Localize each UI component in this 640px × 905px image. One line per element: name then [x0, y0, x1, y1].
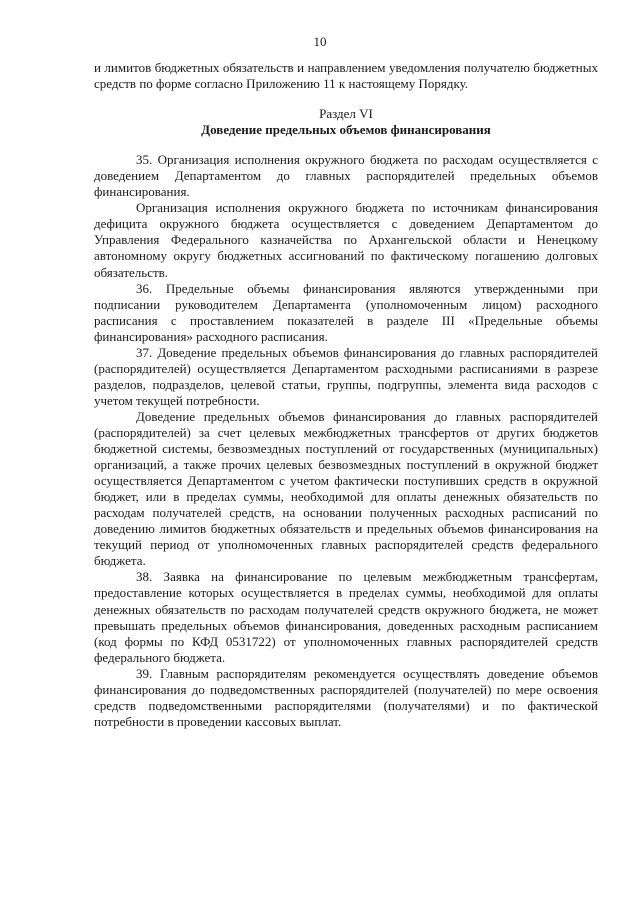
paragraph-35: 35. Организация исполнения окружного бюджета по расходам осуществляется с доведением Департаментом до главных распорядителей предельных объемов финансирования. [94, 152, 598, 200]
paragraph-37: 37. Доведение предельных объемов финансирования до главных распорядителей (распорядителей) осуществляется Департаментом расходными расписаниями в разрезе разделов, подразделов, целевой статьи, группы, подгруппы, элемента вида расходов с учетом текущей потребности. [94, 344, 598, 408]
paragraph-36: 36. Предельные объемы финансирования являются утвержденными при подписании руководителем Департамента (уполномоченным лицом) расходного расписания с проставлением показателей в разделе III «Предельные объемы финансирования» расходного расписания. [94, 280, 598, 344]
paragraph-39: 39. Главным распорядителям рекомендуется осуществлять доведение объемов финансирования до подведомственных распорядителей (получателей) по мере освоения средств подведомственными распорядителями (получателями) и по фактической потребности в проведении кассовых выплат. [94, 665, 598, 729]
paragraph-37-continued: Доведение предельных объемов финансирования до главных распорядителей (распорядителей) за счет целевых межбюджетных трансфертов от других бюджетов бюджетной системы, безвозмездных поступлений от государственных (муниципальных) организаций, а также прочих целевых безвозмездных поступлений в окружной бюджет осуществляется Департаментом с учетом фактически поступивших средств в окружной бюджет, или в пределах суммы, необходимой для оплаты денежных обязательств по расходам получателей средств, на основании полученных расходных расписаний по доведению лимитов бюджетных обязательств и предельных объемов финансирования на текущий период от уполномоченных главных распорядителей средств федерального бюджета. [94, 408, 598, 569]
paragraph-intro: и лимитов бюджетных обязательств и направлением уведомления получателю бюджетных средств по форме согласно Приложению 11 к настоящему Порядку. [94, 60, 598, 92]
paragraph-38: 38. Заявка на финансирование по целевым межбюджетным трансфертам, предоставление которых осуществляется в пределах суммы, необходимой для оплаты денежных обязательств по расходам получателей средств окружного бюджета, не может превышать предельных объемов финансирования, доведенных расходным расписанием (код формы по КФД 0531722) от уполномоченных главных распорядителей средств федерального бюджета. [94, 569, 598, 665]
section-label: Раздел VI [319, 106, 373, 122]
paragraph-35-continued: Организация исполнения окружного бюджета по источникам финансирования дефицита окружного бюджета осуществляется с доведением Департаментом до Управления Федерального казначейства по Архангельской области и Ненецкому автономному округу бюджетных ассигнований по фактическому погашению долговых обязательств. [94, 200, 598, 280]
section-title: Доведение предельных объемов финансирования [201, 122, 491, 138]
page-number: 10 [313, 34, 327, 49]
document-body [94, 60, 598, 730]
